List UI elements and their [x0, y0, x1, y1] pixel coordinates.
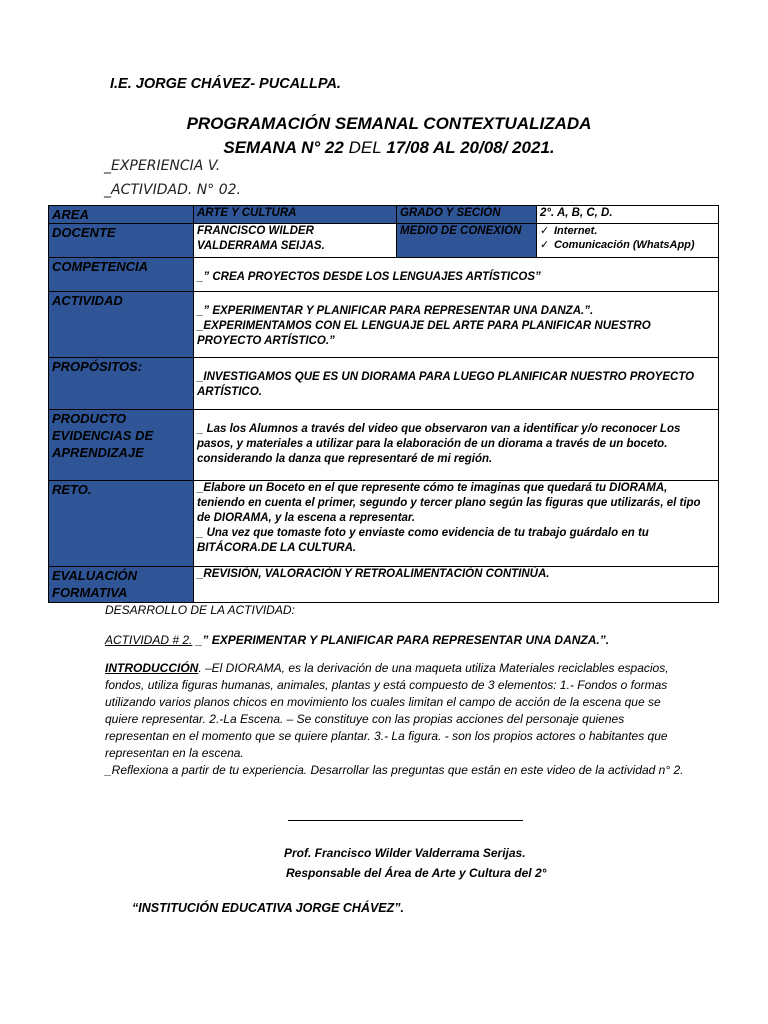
medium-item: Internet.: [554, 225, 598, 237]
activity-label: ACTIVIDAD: [49, 292, 194, 358]
teacher-value: FRANCISCO WILDER VALDERRAMA SEIJAS.: [194, 224, 397, 258]
activity-value: _” EXPERIMENTAR Y PLANIFICAR PARA REPRESENTAR UNA DANZA.”. _EXPERIMENTAMOS CON EL LENGUAJE DEL ARTE PARA PLANIFICAR NUESTRO PROYECTO ARTÍSTICO.”: [194, 292, 719, 358]
activity-heading-label: ACTIVIDAD # 2.: [105, 633, 193, 647]
table-row: [49, 258, 719, 292]
challenge-label: RETO.: [49, 481, 194, 567]
reflection-text: _Reflexiona a partir de tu experiencia. Desarrollar las preguntas que están en este video de la actividad n° 2.: [105, 763, 684, 777]
check-icon: ✓: [540, 225, 550, 237]
grade-value: 2°. A, B, C, D.: [537, 206, 719, 224]
check-icon: ✓: [540, 239, 550, 251]
area-value: ARTE Y CULTURA: [194, 206, 397, 224]
introduction-label: INTRODUCCIÓN: [105, 661, 199, 675]
activity-heading-text: _” EXPERIMENTAR Y PLANIFICAR PARA REPRESENTAR UNA DANZA.”.: [192, 633, 610, 647]
document-title: PROGRAMACIÓN SEMANAL CONTEXTUALIZADA: [186, 114, 592, 133]
week-dates: 17/08 AL 20/08/ 2021.: [381, 138, 555, 157]
table-row: [49, 206, 719, 224]
medium-value: [537, 224, 719, 258]
signature-role: Responsable del Área de Arte y Cultura del 2°: [286, 866, 547, 880]
footer-institution: “INSTITUCIÓN EDUCATIVA JORGE CHÁVEZ”.: [132, 901, 405, 915]
signature-line: [288, 820, 523, 821]
table-row: [49, 224, 719, 258]
medium-label: MEDIO DE CONEXIÓN: [397, 224, 537, 258]
table-row: [49, 292, 719, 358]
table-row: [49, 358, 719, 410]
medium-item: Comunicación (WhatsApp): [554, 239, 695, 251]
week-number: SEMANA N° 22: [223, 138, 349, 157]
table-row: [49, 410, 719, 481]
challenge-value: _Elabore un Boceto en el que represente cómo te imaginas que quedará tu DIORAMA, teniendo en cuenta el primer, segundo y tercer plano según las figuras que utilizarás, el tipo de DIORAMA, y la escena a representar. _ Una vez que tomaste foto y enviaste como evidencia de tu trabajo guárdalo en tu BITÁCORA.DE LA CULTURA.: [194, 481, 719, 567]
info-table: [48, 205, 719, 603]
teacher-label: DOCENTE: [49, 224, 194, 258]
list-item: [540, 224, 715, 238]
experience-label: _EXPERIENCIA V.: [104, 158, 221, 174]
table-row: [49, 481, 719, 567]
purpose-label: PROPÓSITOS:: [49, 358, 194, 410]
evaluation-value: _REVISIÓN, VALORACIÓN Y RETROALIMENTACIÓN CONTINÚA.: [194, 567, 719, 603]
introduction-text: . –El DIORAMA, es la derivación de una maqueta utiliza Materiales reciclables espacios, fondos, utiliza figuras humanas, animales, plantas y está compuesto de 3 elementos: 1.- Fondos o formas utilizando varios planos chicos en movimiento los cuales limitan el campo de acción de la escena que se quiere representar. 2.-La Escena. – Se constituye con las propias acciones del personaje quienes representan en el momento que se quiere plantar. 3.- La figura. - son los propios actores o habitantes que representan en la escena.: [105, 661, 669, 760]
week-del: DEL: [348, 138, 382, 157]
activity-number: _ACTIVIDAD. N° 02.: [104, 182, 241, 198]
area-label: AREA: [49, 206, 194, 224]
list-item: [540, 238, 715, 252]
product-value: _ Las los Alumnos a través del video que observaron van a identificar y/o reconocer Los pasos, y materiales a utilizar para la elaboración de un diorama a través de un boceto. considerando la danza que representaré de mi región.: [194, 410, 719, 481]
table-row: [49, 567, 719, 603]
grade-label: GRADO Y SECIÓN: [397, 206, 537, 224]
competence-value: _” CREA PROYECTOS DESDE LOS LENGUAJES ARTÍSTICOS”: [194, 258, 719, 292]
evaluation-label: EVALUACIÓN FORMATIVA: [49, 567, 194, 603]
week-line: [0, 138, 768, 158]
signature-name: Prof. Francisco Wilder Valderrama Serijas.: [284, 846, 526, 860]
introduction-paragraph: [105, 660, 685, 779]
development-title: DESARROLLO DE LA ACTIVIDAD:: [105, 603, 295, 617]
medium-list: [540, 224, 715, 252]
activity-heading: [105, 632, 609, 649]
competence-label: COMPETENCIA: [49, 258, 194, 292]
school-name: I.E. JORGE CHÁVEZ- PUCALLPA.: [110, 76, 341, 92]
product-label: PRODUCTO EVIDENCIAS DE APRENDIZAJE: [49, 410, 194, 481]
purpose-value: _INVESTIGAMOS QUE ES UN DIORAMA PARA LUEGO PLANIFICAR NUESTRO PROYECTO ARTÍSTICO.: [194, 358, 719, 410]
